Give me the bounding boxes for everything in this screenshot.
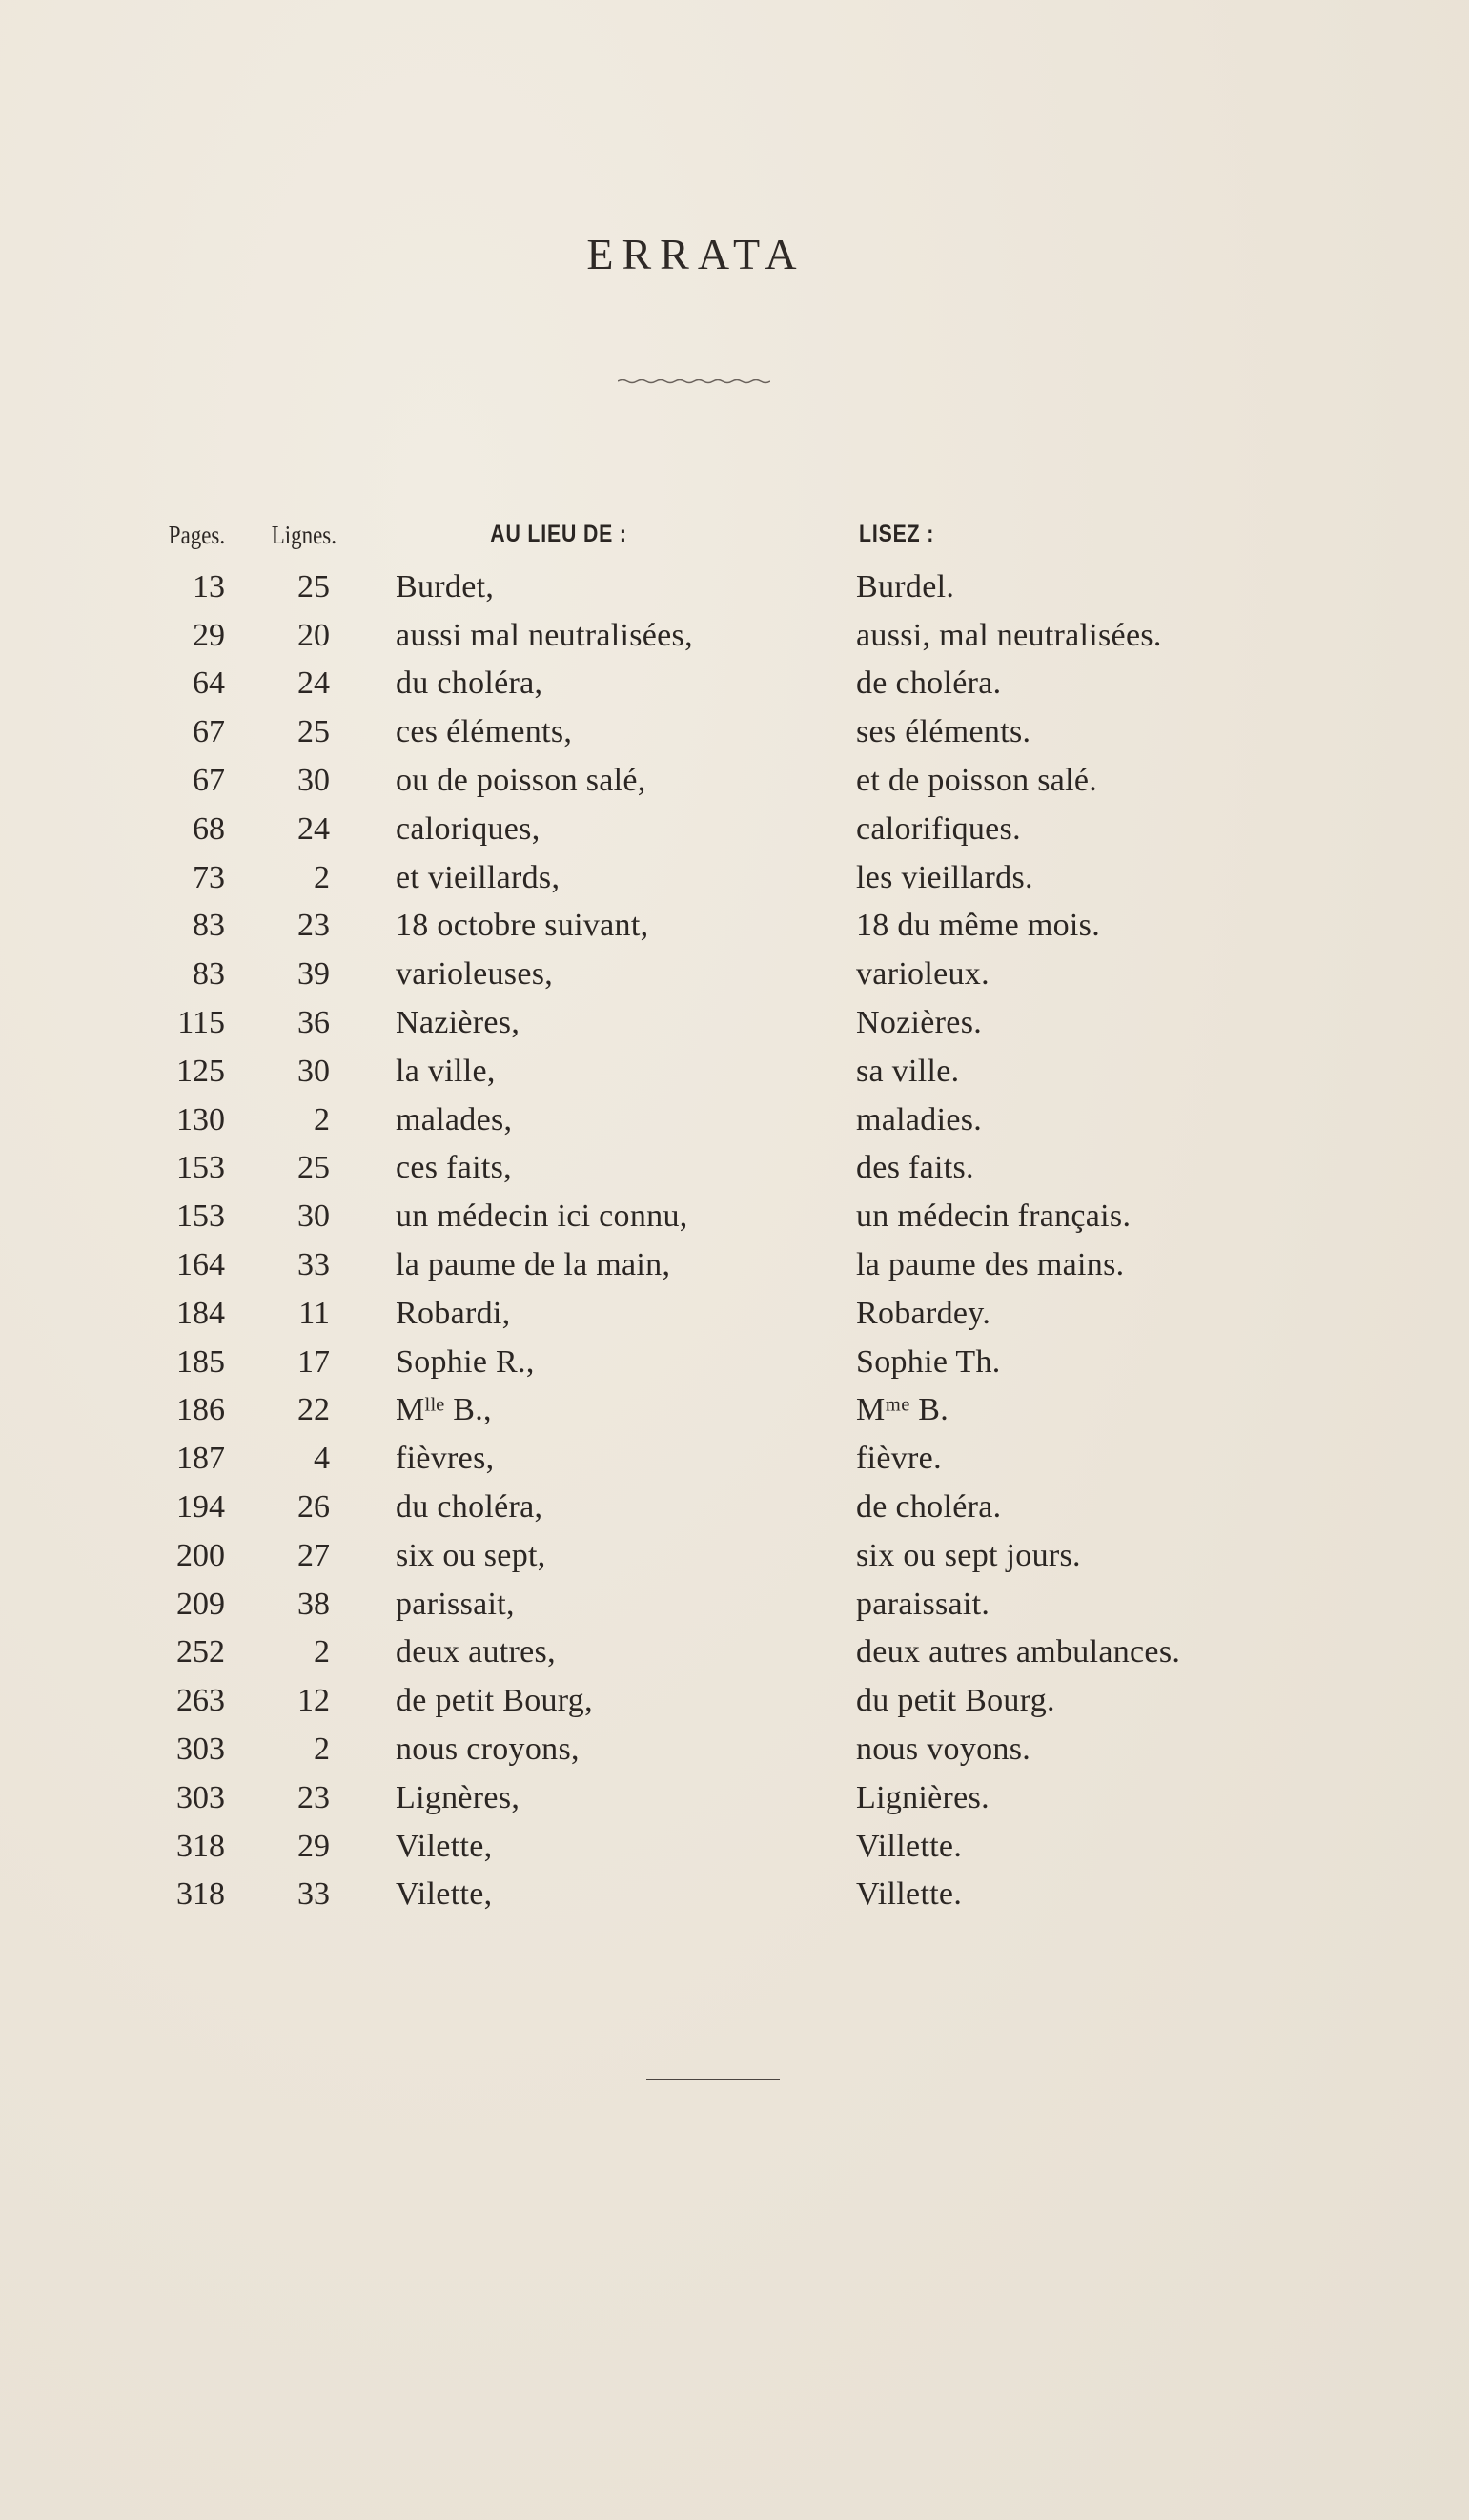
correct-text: Nozières. <box>856 1004 983 1040</box>
ornament-divider <box>618 378 770 385</box>
wrong-text: Robardi, <box>396 1295 511 1331</box>
line-number: 24 <box>297 810 330 847</box>
wrong-text: ces faits, <box>396 1150 512 1186</box>
table-row <box>0 860 1469 909</box>
table-row <box>0 763 1469 811</box>
table-row <box>0 1683 1469 1731</box>
correct-text: des faits. <box>856 1150 974 1186</box>
table-row <box>0 1587 1469 1635</box>
line-number: 23 <box>297 1779 330 1815</box>
wrong-text: Nazières, <box>396 1004 520 1040</box>
correct-text: et de poisson salé. <box>856 762 1098 798</box>
correct-text: paraissait. <box>856 1586 990 1622</box>
table-row <box>0 1199 1469 1247</box>
correct-text: varioleux. <box>856 956 990 993</box>
page-number: 67 <box>193 714 225 750</box>
correct-text: Villette. <box>856 1876 963 1913</box>
header-lisez: LISEZ : <box>859 521 935 547</box>
page-number: 130 <box>176 1101 225 1137</box>
wrong-text: nous croyons, <box>396 1731 580 1767</box>
line-number: 29 <box>297 1828 330 1864</box>
table-row <box>0 1876 1469 1925</box>
wrong-text: malades, <box>396 1101 513 1137</box>
correct-text: du petit Bourg. <box>856 1683 1055 1719</box>
correct-text: six ou sept jours. <box>856 1537 1081 1573</box>
wrong-text: un médecin ici connu, <box>396 1199 688 1235</box>
line-number: 30 <box>297 1199 330 1235</box>
wrong-text: aussi mal neutralisées, <box>396 617 693 653</box>
header-pages: Pages. <box>168 521 226 549</box>
table-row <box>0 1392 1469 1441</box>
correct-text: un médecin français. <box>856 1199 1132 1235</box>
page-number: 83 <box>193 908 225 944</box>
line-number: 23 <box>297 908 330 944</box>
table-row <box>0 1054 1469 1102</box>
wrong-text: la paume de la main, <box>396 1246 671 1282</box>
wrong-text: varioleuses, <box>396 956 554 993</box>
line-number: 26 <box>297 1488 330 1525</box>
page-number: 13 <box>193 568 225 604</box>
closing-rule <box>646 2079 780 2080</box>
line-number: 2 <box>314 1101 330 1137</box>
wrong-text: Vilette, <box>396 1876 493 1913</box>
correct-text: aussi, mal neutralisées. <box>856 617 1162 653</box>
table-row <box>0 1344 1469 1393</box>
page-number: 303 <box>176 1779 225 1815</box>
page-number: 318 <box>176 1828 225 1864</box>
table-body <box>0 569 1469 1925</box>
correct-text: sa ville. <box>856 1053 960 1089</box>
header-au-lieu-de: AU LIEU DE : <box>490 521 627 547</box>
table-row <box>0 1247 1469 1296</box>
page-number: 125 <box>176 1053 225 1089</box>
wrong-text: Mˡˡᵉ B., <box>396 1392 492 1428</box>
wrong-text: Vilette, <box>396 1828 493 1864</box>
line-number: 33 <box>297 1246 330 1282</box>
wrong-text: la ville, <box>396 1053 496 1089</box>
page-title: ERRATA <box>586 230 806 278</box>
page-number: 184 <box>176 1295 225 1331</box>
correct-text: Lignières. <box>856 1779 990 1815</box>
wrong-text: et vieillards, <box>396 859 561 895</box>
table-row <box>0 811 1469 860</box>
correct-text: Burdel. <box>856 568 955 604</box>
line-number: 4 <box>314 1441 330 1477</box>
correct-text: les vieillards. <box>856 859 1033 895</box>
wrong-text: parissait, <box>396 1586 515 1622</box>
page-number: 318 <box>176 1876 225 1913</box>
page-number: 252 <box>176 1634 225 1670</box>
wrong-text: ces éléments, <box>396 714 573 750</box>
correct-text: 18 du même mois. <box>856 908 1100 944</box>
table-row <box>0 1296 1469 1344</box>
page-number: 83 <box>193 956 225 993</box>
wrong-text: caloriques, <box>396 810 541 847</box>
wrong-text: Sophie R., <box>396 1343 535 1380</box>
line-number: 30 <box>297 762 330 798</box>
wrong-text: de petit Bourg, <box>396 1683 593 1719</box>
correct-text: Villette. <box>856 1828 963 1864</box>
page-number: 187 <box>176 1441 225 1477</box>
wrong-text: ou de poisson salé, <box>396 762 646 798</box>
table-row <box>0 1780 1469 1829</box>
correct-text: maladies. <box>856 1101 983 1137</box>
correct-text: fièvre. <box>856 1441 942 1477</box>
table-row <box>0 1489 1469 1538</box>
errata-table <box>0 521 1469 1925</box>
line-number: 38 <box>297 1586 330 1622</box>
page-number: 68 <box>193 810 225 847</box>
table-row <box>0 1538 1469 1587</box>
wrong-text: Burdet, <box>396 568 495 604</box>
wrong-text: du choléra, <box>396 1488 543 1525</box>
correct-text: calorifiques. <box>856 810 1021 847</box>
line-number: 11 <box>298 1295 330 1331</box>
page-number: 164 <box>176 1246 225 1282</box>
table-row <box>0 1829 1469 1877</box>
page-number: 186 <box>176 1392 225 1428</box>
table-row <box>0 1441 1469 1489</box>
correct-text: Robardey. <box>856 1295 991 1331</box>
correct-text: Sophie Th. <box>856 1343 1001 1380</box>
wrong-text: six ou sept, <box>396 1537 546 1573</box>
line-number: 2 <box>314 1731 330 1767</box>
line-number: 36 <box>297 1004 330 1040</box>
page-number: 73 <box>193 859 225 895</box>
line-number: 33 <box>297 1876 330 1913</box>
page-number: 185 <box>176 1343 225 1380</box>
line-number: 25 <box>297 1150 330 1186</box>
page-number: 263 <box>176 1683 225 1719</box>
correct-text: nous voyons. <box>856 1731 1031 1767</box>
line-number: 17 <box>297 1343 330 1380</box>
correct-text: de choléra. <box>856 1488 1002 1525</box>
table-row <box>0 569 1469 618</box>
line-number: 2 <box>314 859 330 895</box>
page-number: 115 <box>177 1004 225 1040</box>
line-number: 25 <box>297 714 330 750</box>
table-row <box>0 1005 1469 1054</box>
page-number: 67 <box>193 762 225 798</box>
correct-text: de choléra. <box>856 666 1002 702</box>
page-number: 200 <box>176 1537 225 1573</box>
page-number: 209 <box>176 1586 225 1622</box>
table-row <box>0 1102 1469 1151</box>
table-row <box>0 1634 1469 1683</box>
line-number: 20 <box>297 617 330 653</box>
table-row <box>0 908 1469 956</box>
line-number: 39 <box>297 956 330 993</box>
page-number: 64 <box>193 666 225 702</box>
line-number: 27 <box>297 1537 330 1573</box>
line-number: 2 <box>314 1634 330 1670</box>
page-number: 29 <box>193 617 225 653</box>
line-number: 22 <box>297 1392 330 1428</box>
table-row <box>0 1731 1469 1780</box>
wrong-text: Lignères, <box>396 1779 520 1815</box>
header-lignes: Lignes. <box>271 521 337 549</box>
table-header <box>0 521 1249 569</box>
correct-text: Mᵐᵉ B. <box>856 1392 949 1428</box>
page-number: 303 <box>176 1731 225 1767</box>
wrong-text: du choléra, <box>396 666 543 702</box>
line-number: 30 <box>297 1053 330 1089</box>
wrong-text: deux autres, <box>396 1634 556 1670</box>
correct-text: deux autres ambulances. <box>856 1634 1181 1670</box>
wrong-text: fièvres, <box>396 1441 495 1477</box>
page-number: 153 <box>176 1199 225 1235</box>
table-row <box>0 714 1469 763</box>
line-number: 12 <box>297 1683 330 1719</box>
line-number: 25 <box>297 568 330 604</box>
wrong-text: 18 octobre suivant, <box>396 908 649 944</box>
table-row <box>0 666 1469 714</box>
correct-text: ses éléments. <box>856 714 1031 750</box>
page-number: 153 <box>176 1150 225 1186</box>
correct-text: la paume des mains. <box>856 1246 1125 1282</box>
line-number: 24 <box>297 666 330 702</box>
page-number: 194 <box>176 1488 225 1525</box>
table-row <box>0 618 1469 666</box>
table-row <box>0 956 1469 1005</box>
table-row <box>0 1150 1469 1199</box>
